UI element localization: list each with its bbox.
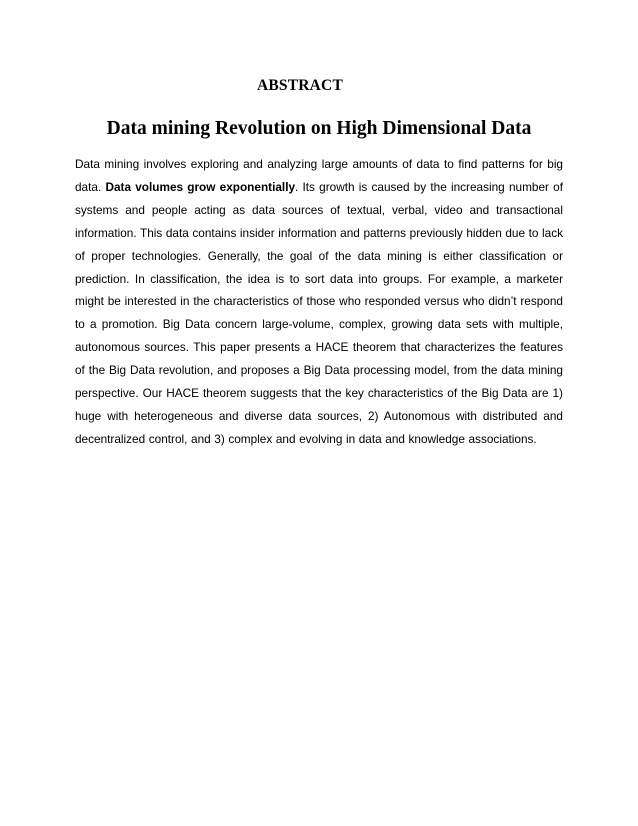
abstract-intro-text: Data mining involves exploring and analyzing large amounts of data to find patterns for big data.	[75, 157, 563, 194]
abstract-body-text: . Its growth is caused by the increasing number of systems and people acting as data sources of textual, verbal, video and transactional information. This data contains insider information and patterns previously hidden due to lack of proper technologies. Generally, the goal of the data mining is either classification or prediction. In classification, the idea is to sort data into groups. For example, a marketer might be interested in the characteristics of those who responded versus who didn’t respond to a promotion. Big Data concern large-volume, complex, growing data sets with multiple, autonomous sources. This paper presents a HACE theorem that characterizes the features of the Big Data revolution, and proposes a Big Data processing model, from the data mining perspective. Our HACE theorem suggests that the key characteristics of the Big Data are 1) huge with heterogeneous and diverse data sources, 2) Autonomous with distributed and decentralized control, and 3) complex and evolving in data and knowledge associations.	[75, 179, 563, 446]
abstract-paragraph	[75, 153, 563, 451]
abstract-heading: ABSTRACT	[256, 77, 343, 94]
document-title: Data mining Revolution on High Dimensional Data	[106, 118, 532, 139]
abstract-emphasis-text: Data volumes grow exponentially	[105, 179, 296, 194]
